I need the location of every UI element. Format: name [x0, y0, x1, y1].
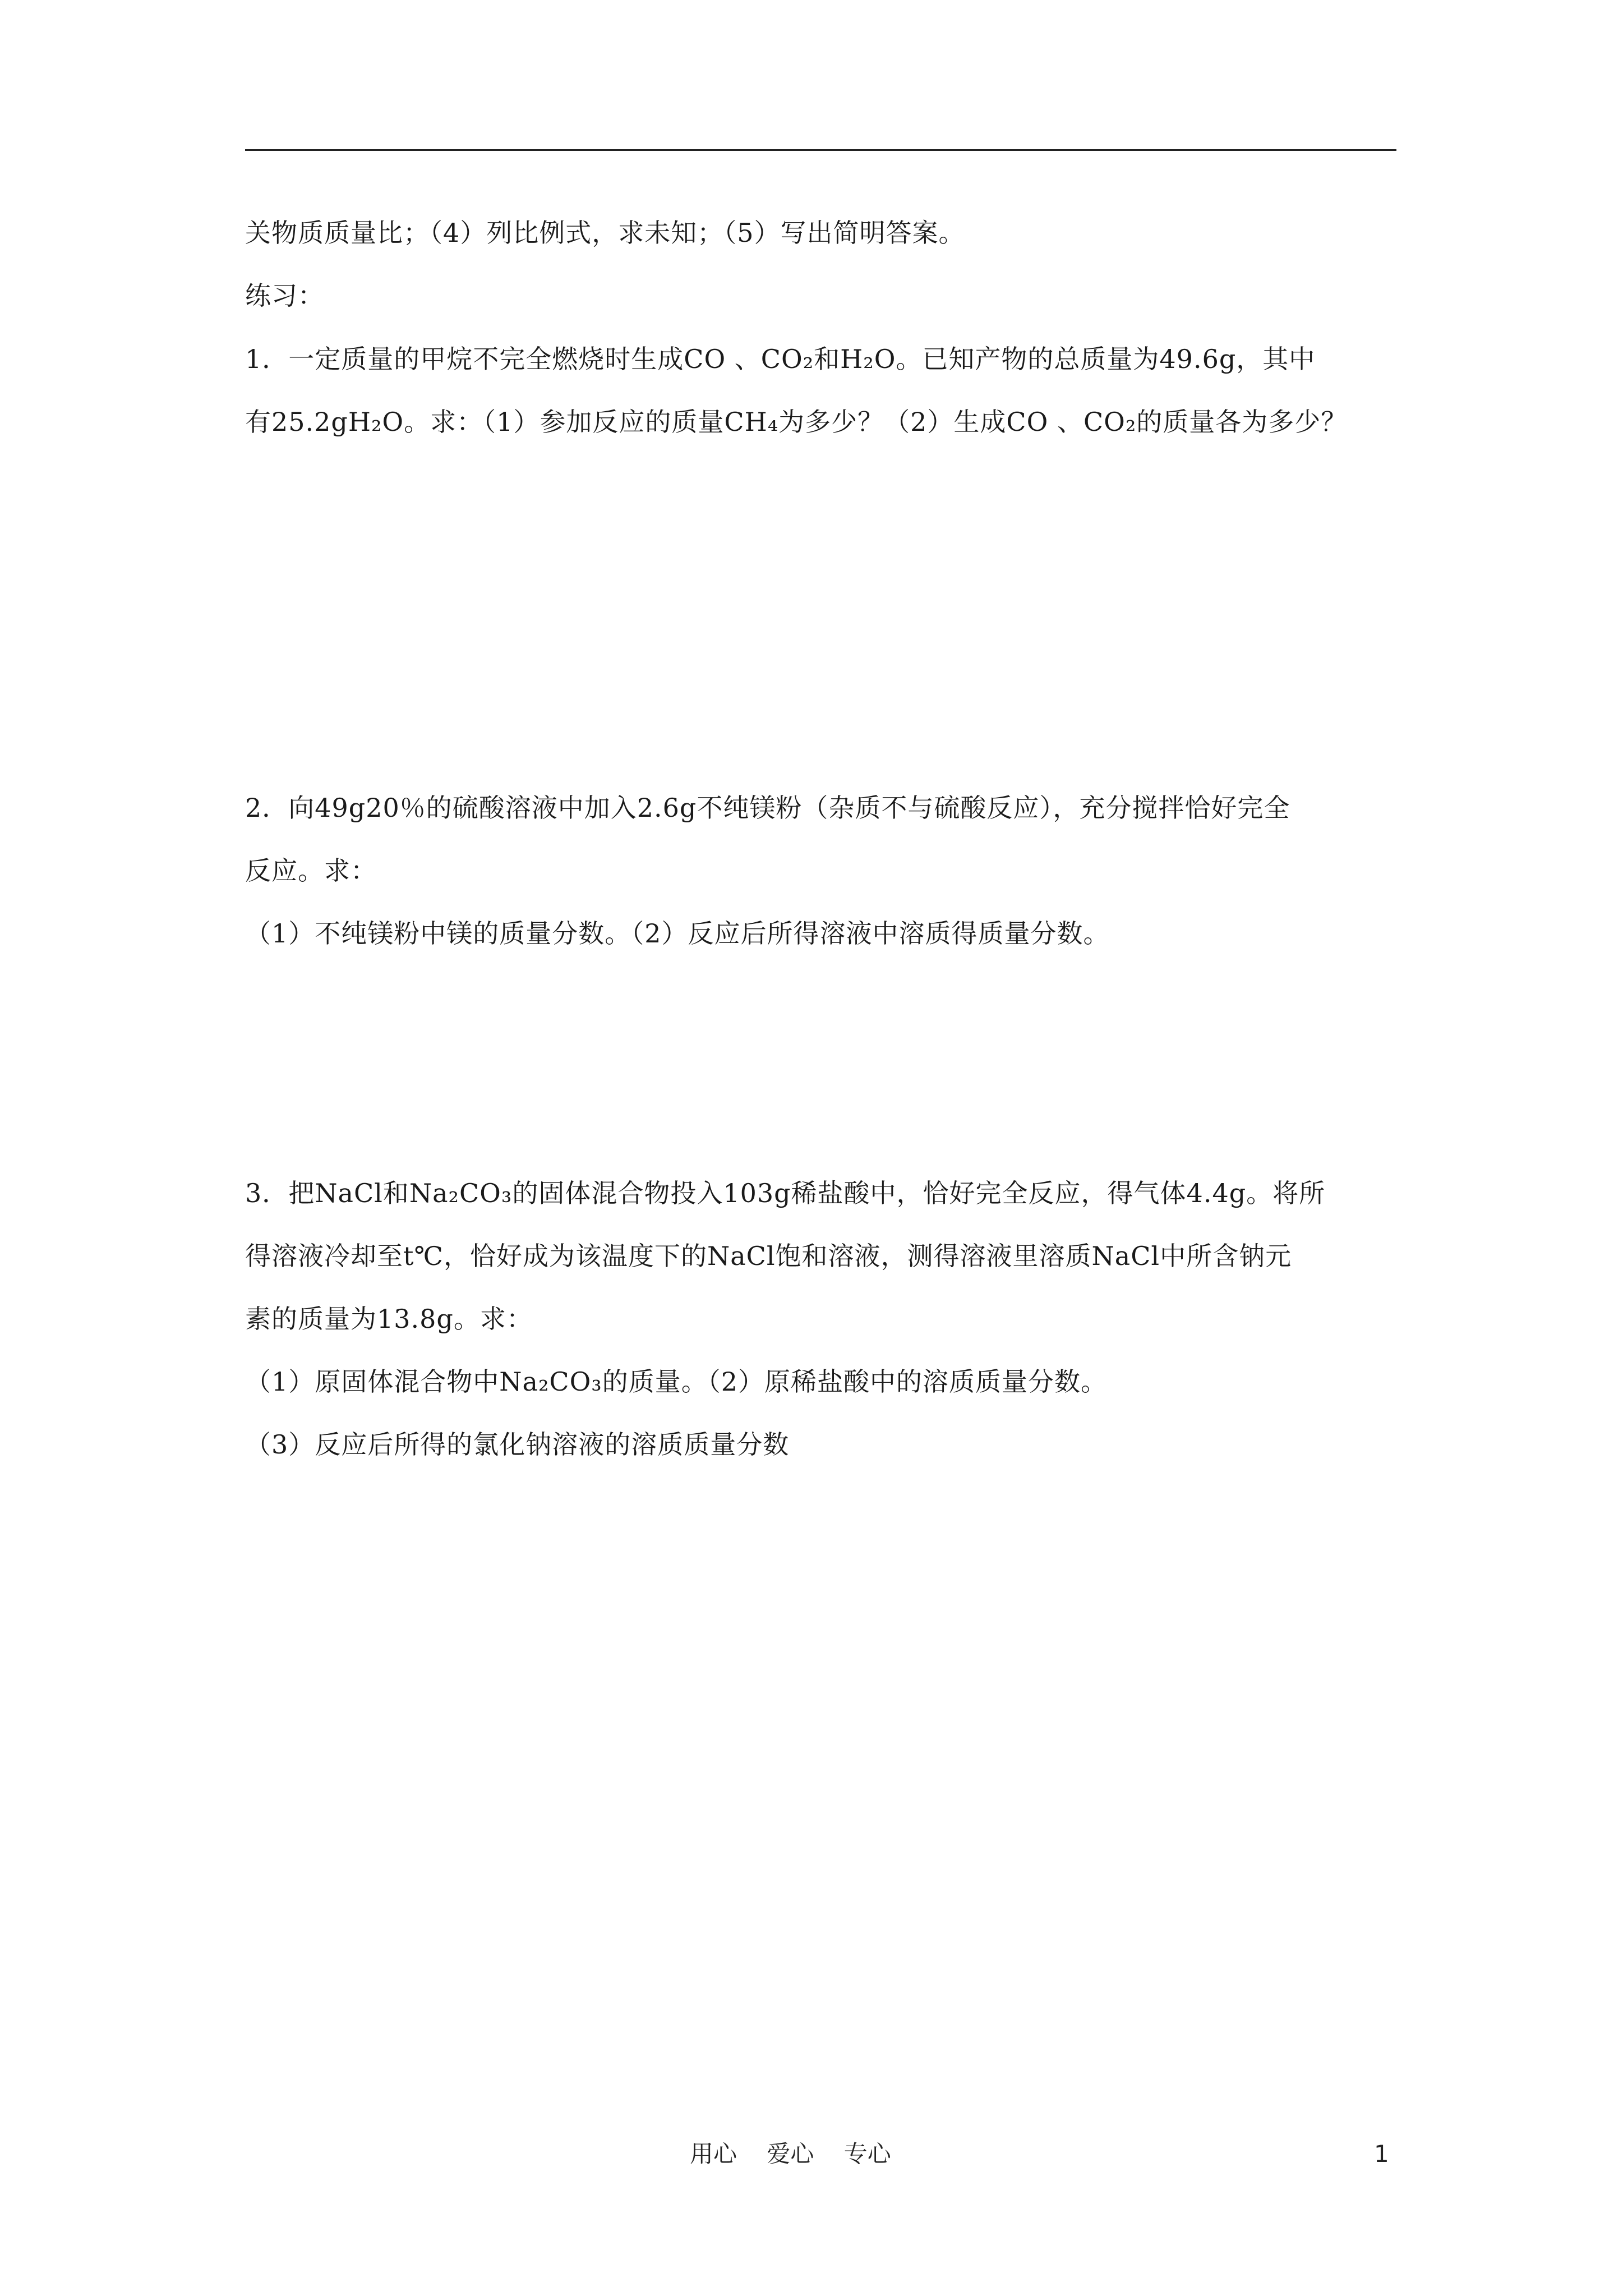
question-3-line-4: （1）原固体混合物中Na₂CO₃的质量。（2）原稀盐酸中的溶质质量分数。 — [245, 1366, 1107, 1397]
question-3-line-5: （3）反应后所得的氯化钠溶液的溶质质量分数 — [245, 1429, 790, 1460]
intro-tail-text: 关物质质量比；（4）列比例式，求未知；（5）写出简明答案。 — [245, 218, 965, 248]
question-3-line-2: 得溶液冷却至t℃，恰好成为该温度下的NaCl饱和溶液，测得溶液里溶质NaCl中所含钠元 — [245, 1241, 1292, 1271]
question-3-line-3: 素的质量为13.8g。求： — [245, 1304, 533, 1334]
header-rule — [245, 149, 1396, 151]
question-2-line-2: 反应。求： — [245, 855, 377, 886]
question-2-line-3: （1）不纯镁粉中镁的质量分数。（2）反应后所得溶液中溶质得质量分数。 — [245, 918, 1110, 949]
question-2-line-1: 2．向49g20％的硫酸溶液中加入2.6g不纯镁粉（杂质不与硫酸反应），充分搅拌恰好完全 — [245, 793, 1290, 823]
question-1-line-2: 有25.2gH₂O。求：（1）参加反应的质量CH₄为多少？（2）生成CO 、CO₂的质量各为多少？ — [245, 407, 1348, 437]
question-1-line-1: 1．一定质量的甲烷不完全燃烧时生成CO 、CO₂和H₂O。已知产物的总质量为49.6g，其中 — [245, 344, 1316, 374]
page-number: 1 — [1374, 2140, 1389, 2168]
question-3-line-1: 3．把NaCl和Na₂CO₃的固体混合物投入103g稀盐酸中，恰好完全反应，得气体4.4g。将所 — [245, 1178, 1326, 1208]
exercise-heading: 练习： — [245, 280, 324, 311]
footer-motto: 用心 爱心 专心 — [690, 2140, 891, 2168]
